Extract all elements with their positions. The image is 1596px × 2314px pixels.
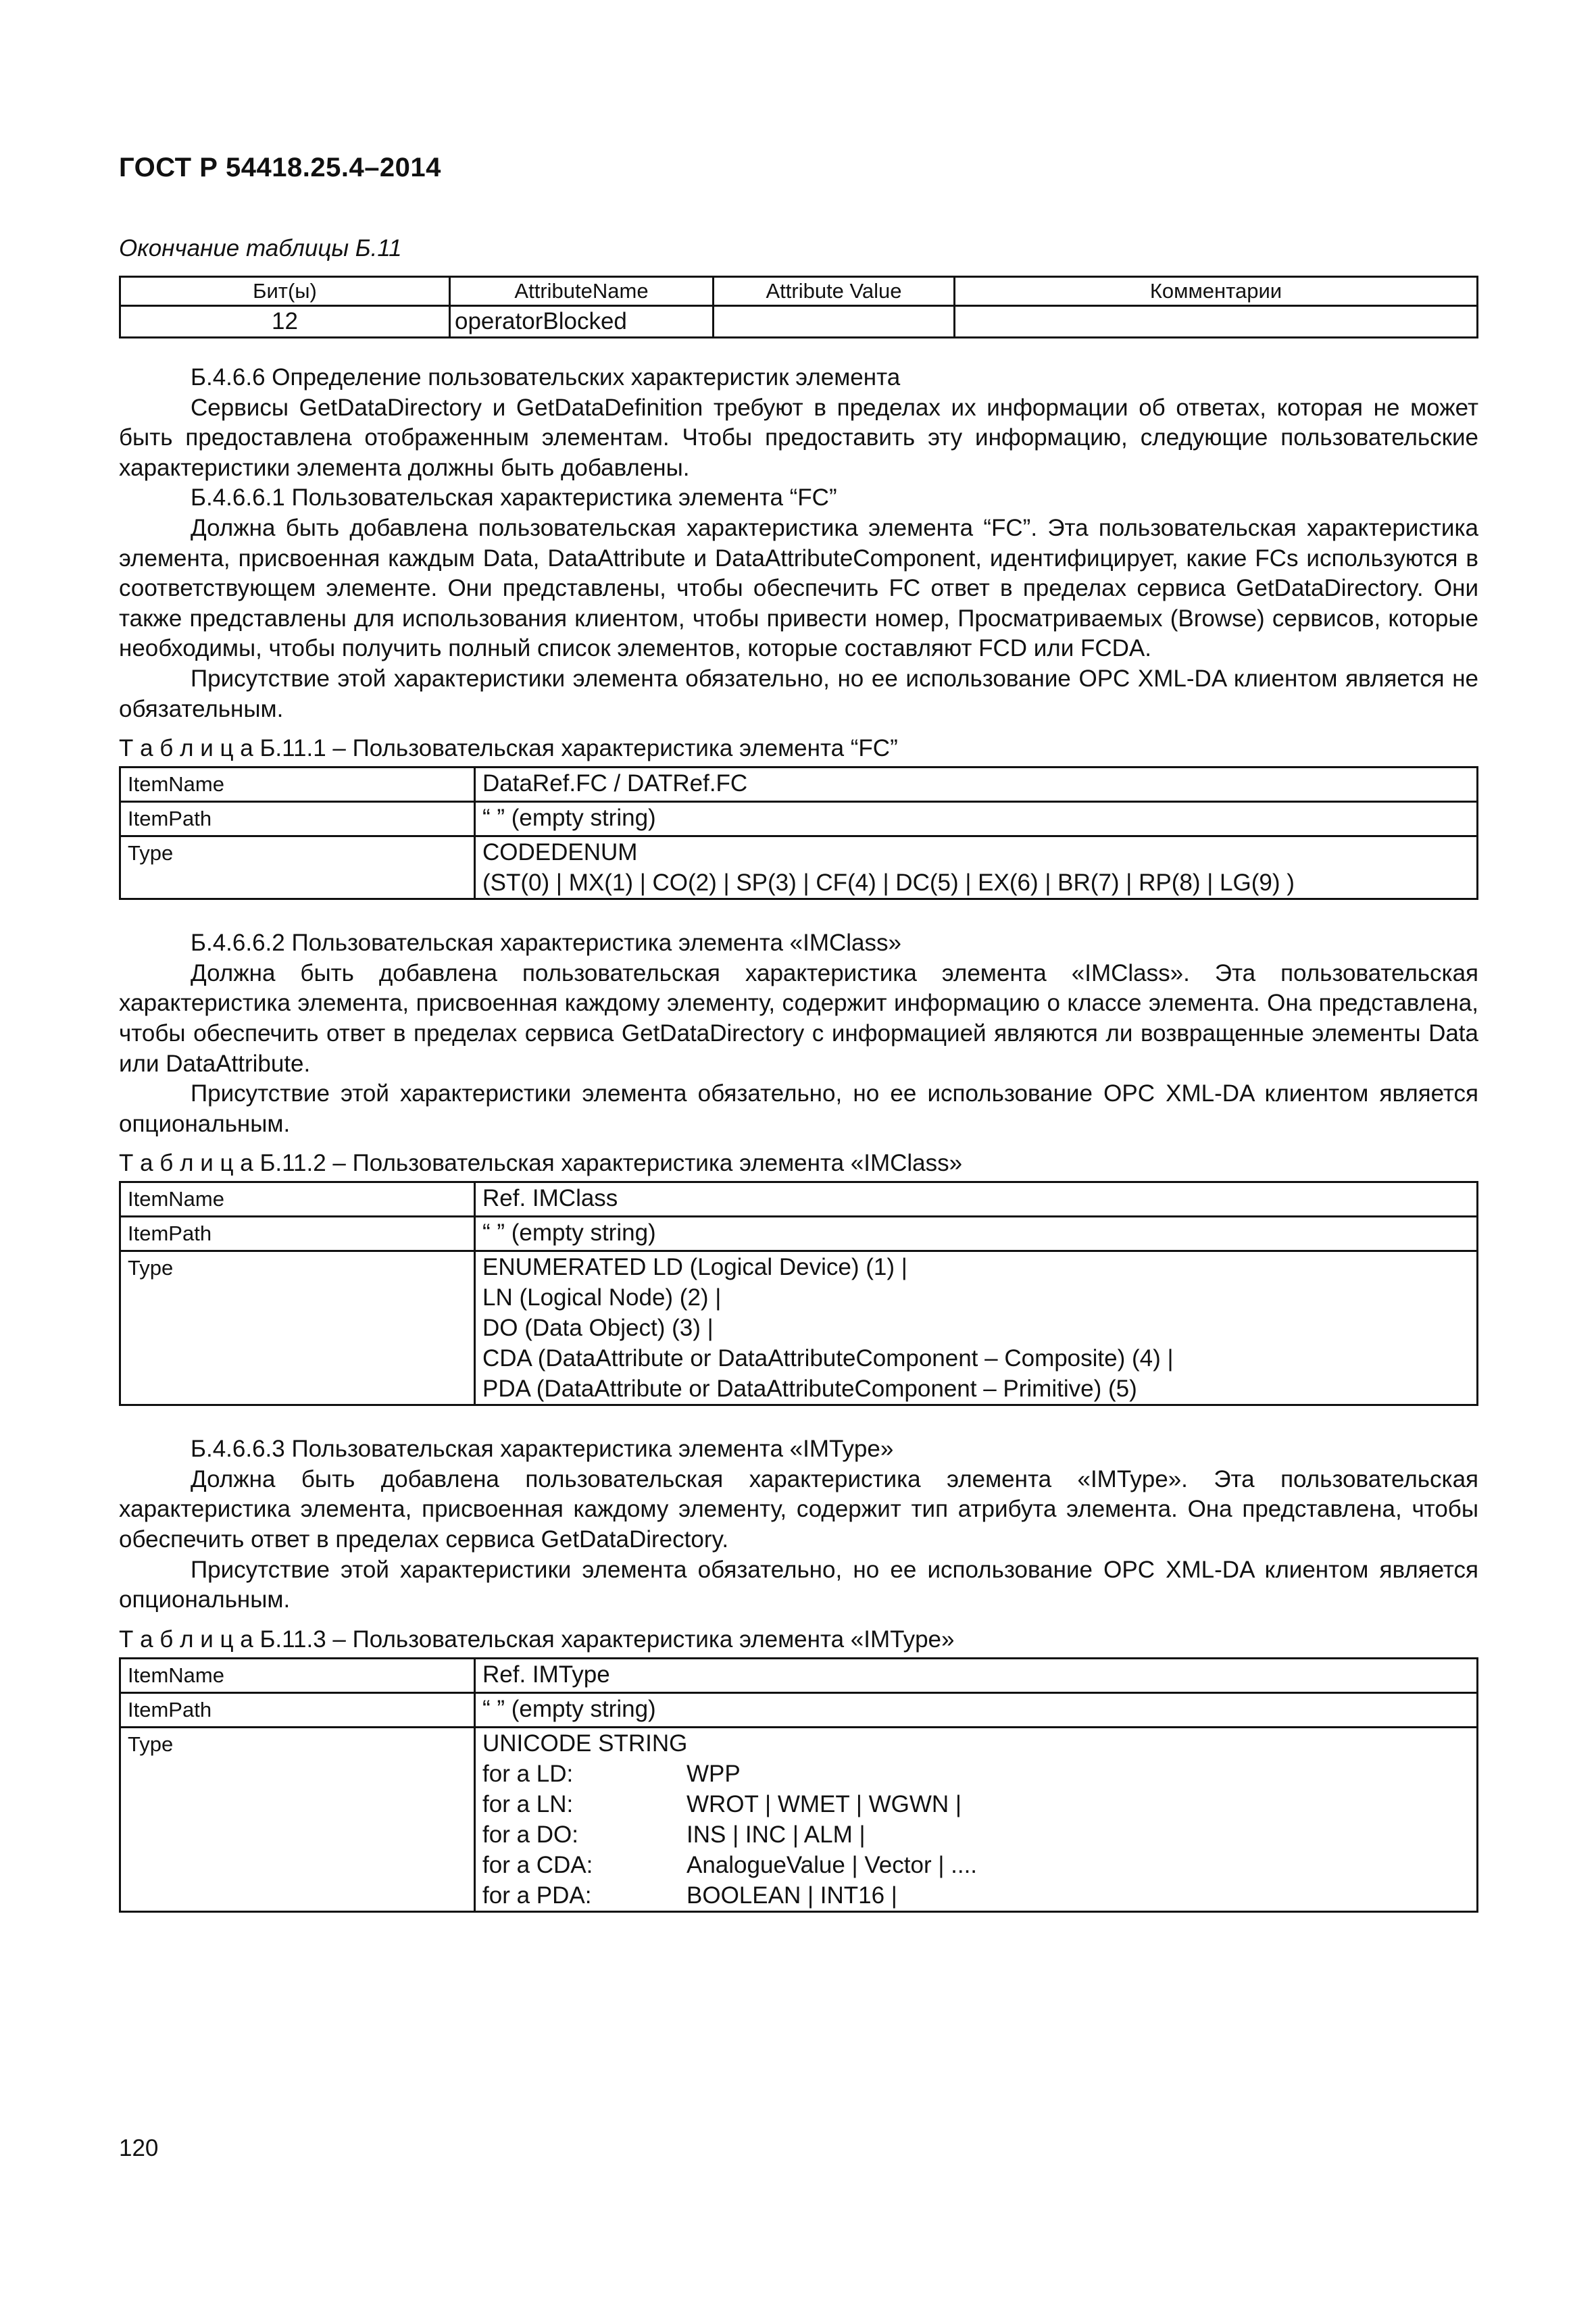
row-value bbox=[475, 1658, 1478, 1692]
value-line: Ref. IMType bbox=[482, 1661, 610, 1688]
row-key: ItemName bbox=[120, 768, 475, 802]
row-key: Type bbox=[120, 836, 475, 899]
type-pair-value: WROT | WMET | WGWN | bbox=[687, 1790, 962, 1817]
value-line: CDA (DataAttribute or DataAttributeComponent – Composite) (4) | bbox=[482, 1345, 1174, 1372]
row-value bbox=[475, 802, 1478, 836]
type-pair-value: AnalogueValue | Vector | .... bbox=[687, 1851, 978, 1878]
row-value bbox=[475, 1217, 1478, 1251]
row-value bbox=[475, 1692, 1478, 1727]
value-line: Ref. IMClass bbox=[482, 1185, 618, 1212]
header-comments: Комментарии bbox=[955, 277, 1478, 306]
cell-bits: 12 bbox=[120, 306, 450, 338]
value-line: “ ” (empty string) bbox=[482, 1219, 656, 1247]
document-header: ГОСТ Р 54418.25.4–2014 bbox=[119, 153, 441, 182]
table-continuation-caption: Окончание таблицы Б.11 bbox=[119, 235, 402, 261]
value-line: “ ” (empty string) bbox=[482, 805, 656, 832]
paragraph: Присутствие этой характеристики элемента обязательно, но ее использование OPC XML-DA клиентом является опциональным. bbox=[119, 1080, 1478, 1137]
row-value bbox=[475, 768, 1478, 802]
value-line: “ ” (empty string) bbox=[482, 1695, 656, 1722]
table-title: Б.11.3 – Пользовательская характеристика элемента «IMType» bbox=[253, 1626, 955, 1653]
paragraph: Присутствие этой характеристики элемента обязательно, но ее использование OPC XML-DA клиентом является не обязательным. bbox=[119, 665, 1478, 722]
type-pair bbox=[482, 1880, 1472, 1911]
table-label: Т а б л и ц а bbox=[119, 1626, 253, 1653]
table-row bbox=[120, 1692, 1478, 1727]
table-row bbox=[120, 768, 1478, 802]
table-b11-3 bbox=[119, 1657, 1478, 1913]
row-key: ItemName bbox=[120, 1658, 475, 1692]
table-caption bbox=[119, 1625, 1478, 1655]
header-bits: Бит(ы) bbox=[120, 277, 450, 306]
table-b11-2 bbox=[119, 1181, 1478, 1406]
section-title-b4-6-6-3: Б.4.6.6.3 Пользовательская характеристика элемента «IMType» bbox=[191, 1436, 894, 1463]
table-row bbox=[120, 802, 1478, 836]
type-pair-label: for a LN: bbox=[482, 1790, 574, 1817]
row-value bbox=[475, 1251, 1478, 1405]
section-title-b4-6-6: Б.4.6.6 Определение пользовательских характеристик элемента bbox=[191, 364, 901, 391]
table-row bbox=[120, 1727, 1478, 1911]
table-b11-1 bbox=[119, 766, 1478, 900]
table-label: Т а б л и ц а bbox=[119, 735, 253, 762]
table-title: Б.11.1 – Пользовательская характеристика элемента “FC” bbox=[253, 735, 898, 762]
table-row bbox=[120, 1217, 1478, 1251]
paragraph: Должна быть добавлена пользовательская характеристика элемента “FC”. Эта пользовательская характеристика элемента, присвоенная каждым Data, DataAttribute и DataAttributeComponent, идентифицирует, какие FCs используются в соответствующем элементе. Они представлены, чтобы обеспечить FC ответ в пределах сервиса GetDataDirectory. Они также представлены для использования клиентом, чтобы привести номер, Просматриваемых (Browse) сервисов, которые необходимы, чтобы получить полный список элементов, которые составляют FCD или FCDA. bbox=[119, 514, 1478, 662]
type-pair bbox=[482, 1819, 1472, 1850]
row-value bbox=[475, 1727, 1478, 1911]
type-pair-label: for a CDA: bbox=[482, 1851, 593, 1878]
value-line: PDA (DataAttribute or DataAttributeComponent – Primitive) (5) bbox=[482, 1376, 1137, 1403]
row-key: Type bbox=[120, 1727, 475, 1911]
section-title-b4-6-6-2: Б.4.6.6.2 Пользовательская характеристика элемента «IMClass» bbox=[191, 930, 901, 957]
table-row bbox=[120, 306, 1478, 338]
value-line: DataRef.FC / DATRef.FC bbox=[482, 770, 748, 797]
table-row bbox=[120, 1658, 1478, 1692]
value-line: UNICODE STRING bbox=[482, 1730, 688, 1757]
paragraph: Должна быть добавлена пользовательская характеристика элемента «IMType». Эта пользовательская характеристика элемента, присвоенная каждому элементу, содержит тип атрибута элемента. Она представлена, чтобы обеспечить ответ в пределах сервиса GetDataDirectory. bbox=[119, 1465, 1478, 1553]
value-line: CODEDENUM bbox=[482, 839, 638, 866]
row-key: ItemPath bbox=[120, 1692, 475, 1727]
value-line: LN (Logical Node) (2) | bbox=[482, 1284, 722, 1311]
table-b11-end bbox=[119, 276, 1478, 338]
table-label: Т а б л и ц а bbox=[119, 1150, 253, 1177]
table-row bbox=[120, 1251, 1478, 1405]
cell-attribute-value bbox=[714, 306, 955, 338]
value-line: ENUMERATED LD (Logical Device) (1) | bbox=[482, 1254, 907, 1281]
row-key: ItemPath bbox=[120, 1217, 475, 1251]
paragraph: Должна быть добавлена пользовательская характеристика элемента «IMClass». Эта пользовательская характеристика элемента, присвоенная каждому элементу, содержит информацию о классе элемента. Она представлена, чтобы обеспечить ответ в пределах сервиса GetDataDirectory с информацией являются ли возвращенные элементы Data или DataAttribute. bbox=[119, 959, 1478, 1077]
type-pair-value: INS | INC | ALM | bbox=[687, 1821, 866, 1848]
table-title: Б.11.2 – Пользовательская характеристика элемента «IMClass» bbox=[253, 1150, 963, 1177]
type-pair-value: WPP bbox=[687, 1760, 741, 1787]
type-pair-label: for a PDA: bbox=[482, 1882, 592, 1909]
paragraph: Сервисы GetDataDirectory и GetDataDefinition требуют в пределах их информации об ответах, которая не может быть предоставлена отображенным элементам. Чтобы предоставить эту информацию, следующие пользовательские характеристики элемента должны быть добавлены. bbox=[119, 394, 1478, 481]
row-key: ItemName bbox=[120, 1182, 475, 1217]
type-pair-label: for a DO: bbox=[482, 1821, 578, 1848]
header-attribute-name: AttributeName bbox=[450, 277, 714, 306]
paragraph: Присутствие этой характеристики элемента обязательно, но ее использование OPC XML-DA клиентом является опциональным. bbox=[119, 1556, 1478, 1613]
table-row bbox=[120, 1182, 1478, 1217]
type-pair-value: BOOLEAN | INT16 | bbox=[687, 1882, 897, 1909]
table-row bbox=[120, 836, 1478, 899]
row-key: Type bbox=[120, 1251, 475, 1405]
cell-comments bbox=[955, 306, 1478, 338]
value-line: (ST(0) | MX(1) | CO(2) | SP(3) | CF(4) | DC(5) | EX(6) | BR(7) | RP(8) | LG(9) ) bbox=[482, 870, 1295, 897]
header-attribute-value: Attribute Value bbox=[714, 277, 955, 306]
page-number: 120 bbox=[119, 2135, 159, 2161]
type-pair bbox=[482, 1759, 1472, 1789]
section-title-b4-6-6-1: Б.4.6.6.1 Пользовательская характеристика элемента “FC” bbox=[191, 484, 837, 511]
page-content bbox=[119, 276, 1478, 1913]
type-pair bbox=[482, 1850, 1472, 1880]
row-key: ItemPath bbox=[120, 802, 475, 836]
table-caption bbox=[119, 734, 1478, 763]
table-header-row bbox=[120, 277, 1478, 306]
cell-attribute-name: operatorBlocked bbox=[450, 306, 714, 338]
row-value bbox=[475, 1182, 1478, 1217]
value-line: DO (Data Object) (3) | bbox=[482, 1315, 714, 1342]
type-pair bbox=[482, 1789, 1472, 1819]
table-caption bbox=[119, 1149, 1478, 1178]
type-pair-label: for a LD: bbox=[482, 1760, 574, 1787]
row-value bbox=[475, 836, 1478, 899]
